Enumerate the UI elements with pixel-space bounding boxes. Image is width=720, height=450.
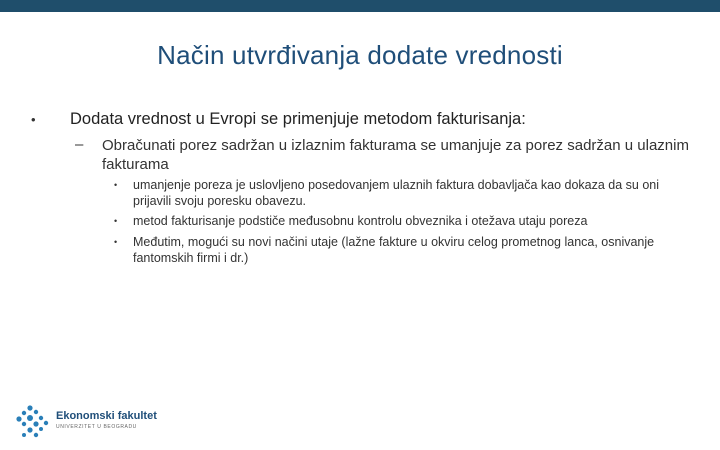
level3-bullet: • xyxy=(114,216,118,226)
level3-text: metod fakturisanje podstiče međusobnu kontrolu obveznika i otežava utaju poreza xyxy=(133,214,588,228)
level1-text: Dodata vrednost u Evropi se primenjuje metodom fakturisanja: xyxy=(70,110,526,128)
level3-text: umanjenje poreza je uslovljeno posedovanjem ulaznih faktura dobavljača kao dokaza da su oni prijavili svoju poresku obavezu. xyxy=(133,178,660,208)
dots-logo-icon xyxy=(16,404,52,440)
logo-name: Ekonomski fakultet xyxy=(56,410,157,422)
level3-bullet: • xyxy=(114,180,118,190)
level1-bullet: • xyxy=(31,112,36,127)
level2-marker: – xyxy=(75,136,84,153)
slide-title: Način utvrđivanja dodate vrednosti xyxy=(157,40,563,70)
level2-text: Obračunati porez sadržan u izlaznim fakturama se umanjuje za porez sadržan u ulaznim fakturama xyxy=(102,137,689,173)
level3-item xyxy=(114,177,674,209)
level3-item xyxy=(114,213,674,229)
level3-bullet: • xyxy=(114,237,118,247)
level3-item xyxy=(114,234,674,266)
top-bar xyxy=(0,0,720,12)
logo-subtitle: UNIVERZITET U BEOGRADU xyxy=(56,424,137,430)
level3-text: Međutim, mogući su novi načini utaje (lažne fakture u okviru celog prometnog lanca, osnivanje fantomskih firmi i dr.) xyxy=(133,235,655,265)
